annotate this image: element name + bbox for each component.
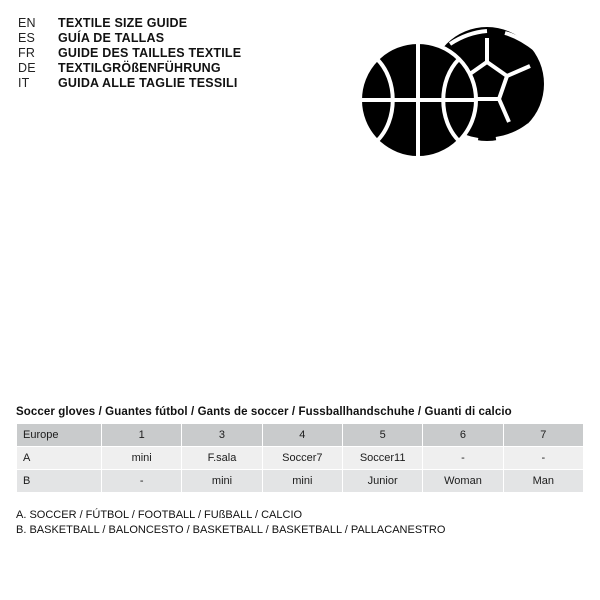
row-b-cell-4: Junior — [342, 470, 422, 493]
footnote-b: B. BASKETBALL / BALONCESTO / BASKETBALL / BASKETBALL / PALLACANESTRO — [16, 524, 446, 536]
size-table — [16, 423, 584, 493]
header-cell-6: 6 — [423, 424, 503, 447]
row-a-cell-1: mini — [102, 447, 182, 470]
header-cell-5: 5 — [342, 424, 422, 447]
table-title: Soccer gloves / Guantes fútbol / Gants de soccer / Fussballhandschuhe / Guanti di calcio — [16, 406, 512, 418]
footnote-a: A. SOCCER / FÚTBOL / FOOTBALL / FUßBALL / CALCIO — [16, 509, 303, 521]
header-cell-7: 7 — [503, 424, 583, 447]
legend-text-it: GUIDA ALLE TAGLIE TESSILI — [58, 76, 238, 90]
legend-code-de: DE — [18, 61, 36, 75]
legend-code-es: ES — [18, 31, 36, 45]
table-header-row — [17, 424, 584, 447]
legend-code-it: IT — [18, 76, 30, 90]
legend-text-fr: GUIDE DES TAILLES TEXTILE — [58, 46, 242, 60]
legend-code-fr: FR — [18, 46, 36, 60]
row-a-cell-2: F.sala — [182, 447, 262, 470]
row-a-cell-5: - — [423, 447, 503, 470]
legend-text-en: TEXTILE SIZE GUIDE — [58, 16, 188, 30]
header-cell-1: 1 — [102, 424, 182, 447]
row-b-cell-6: Man — [503, 470, 583, 493]
footnotes — [16, 508, 445, 538]
basketball-icon — [360, 42, 476, 158]
header-cell-4: 4 — [262, 424, 342, 447]
language-legend — [18, 16, 241, 90]
row-a-cell-4: Soccer11 — [342, 447, 422, 470]
row-a-cell-6: - — [503, 447, 583, 470]
table-row — [17, 447, 584, 470]
row-b-cell-3: mini — [262, 470, 342, 493]
row-b-cell-1: - — [102, 470, 182, 493]
legend-text-de: TEXTILGRÖßENFÜHRUNG — [58, 61, 221, 75]
row-a-cell-3: Soccer7 — [262, 447, 342, 470]
header-cell-europe: Europe — [17, 424, 102, 447]
row-b-label: B — [17, 470, 102, 493]
row-a-label: A — [17, 447, 102, 470]
row-b-cell-2: mini — [182, 470, 262, 493]
size-table-block — [16, 406, 584, 493]
header-cell-3: 3 — [182, 424, 262, 447]
balls-illustration — [350, 22, 565, 172]
table-row — [17, 470, 584, 493]
row-b-cell-5: Woman — [423, 470, 503, 493]
legend-code-en: EN — [18, 16, 36, 30]
legend-text-es: GUÍA DE TALLAS — [58, 31, 165, 45]
